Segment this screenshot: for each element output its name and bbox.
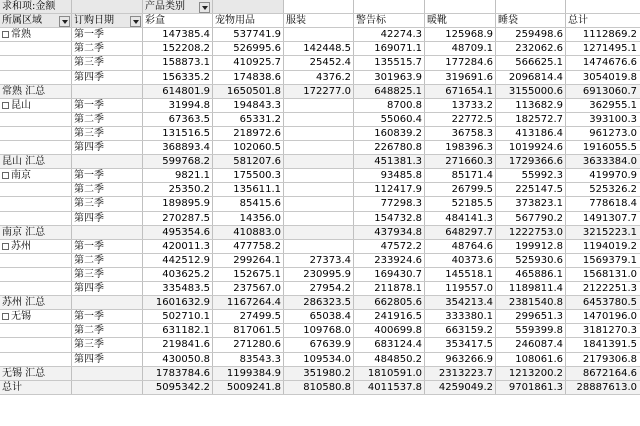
subtotal-cell[interactable]: 1810591.0 <box>354 367 425 381</box>
collapse-toggle-icon[interactable] <box>2 313 9 320</box>
value-cell[interactable] <box>284 212 354 226</box>
subtotal-cell[interactable]: 1650501.8 <box>213 85 284 99</box>
value-cell[interactable]: 169071.1 <box>374 43 422 55</box>
value-cell[interactable]: 631182.1 <box>162 325 210 337</box>
grid-line <box>0 267 640 268</box>
grid-line <box>0 27 640 28</box>
subtotal-cell[interactable]: 437934.8 <box>354 226 425 240</box>
value-cell[interactable]: 3054019.8 <box>582 71 637 83</box>
subtotal-cell[interactable]: 495354.6 <box>143 226 213 240</box>
grand-total-label[interactable]: 总计 <box>0 381 143 395</box>
value-cell[interactable]: 174838.6 <box>233 71 281 83</box>
subtotal-cell[interactable]: 648297.7 <box>425 226 496 240</box>
value-cell[interactable]: 26799.5 <box>451 184 493 196</box>
quarter-label[interactable]: 第三季 <box>74 339 104 351</box>
value-cell[interactable]: 410925.7 <box>233 57 281 69</box>
subtotal-cell[interactable]: 271660.3 <box>425 155 496 169</box>
grid-line <box>0 70 640 71</box>
value-cell[interactable]: 182572.7 <box>515 113 563 125</box>
row-field-region-button[interactable]: 所属区域 <box>0 14 72 28</box>
grid-line <box>0 84 640 85</box>
value-cell[interactable]: 368893.4 <box>162 142 210 153</box>
value-cell[interactable]: 400699.8 <box>374 325 422 337</box>
collapse-toggle-icon[interactable] <box>2 102 9 109</box>
grand-total-cell[interactable]: 4011537.8 <box>354 381 425 395</box>
value-cell[interactable]: 147385.4 <box>162 29 210 41</box>
subtotal-cell[interactable]: 3215223.1 <box>566 226 640 240</box>
value-cell[interactable]: 817061.5 <box>233 325 281 337</box>
quarter-label[interactable]: 第三季 <box>74 127 104 139</box>
value-cell[interactable]: 27499.5 <box>239 311 281 323</box>
subtotal-cell[interactable]: 6453780.5 <box>566 296 640 310</box>
grid-line <box>424 0 425 395</box>
grid-line <box>0 13 640 14</box>
value-cell[interactable]: 67363.5 <box>168 113 210 125</box>
value-cell[interactable]: 219841.6 <box>162 339 210 351</box>
value-cell[interactable]: 109534.0 <box>303 353 351 365</box>
value-cell[interactable]: 3181270.3 <box>582 325 637 337</box>
value-cell[interactable]: 27954.2 <box>309 283 351 294</box>
value-cell[interactable] <box>284 127 354 141</box>
value-cell[interactable]: 22772.5 <box>451 113 493 125</box>
value-cell[interactable]: 47572.2 <box>380 240 422 252</box>
value-cell[interactable] <box>284 197 354 211</box>
quarter-label[interactable]: 第四季 <box>74 353 104 365</box>
value-cell[interactable]: 31994.8 <box>168 99 210 111</box>
subtotal-label[interactable]: 苏州 汇总 <box>0 296 143 310</box>
value-cell[interactable]: 1194019.2 <box>582 240 637 252</box>
grand-total-cell[interactable]: 5009241.8 <box>213 381 284 395</box>
value-cell[interactable]: 152208.2 <box>162 43 210 55</box>
grid-line <box>0 41 640 42</box>
value-cell[interactable]: 199912.8 <box>515 240 563 252</box>
grid-line <box>0 168 640 169</box>
grid-line <box>0 337 640 338</box>
value-cell[interactable] <box>284 113 354 127</box>
quarter-label[interactable]: 第三季 <box>74 57 104 69</box>
value-cell[interactable] <box>284 240 354 254</box>
row-field-date-button[interactable]: 订购日期 <box>72 14 143 28</box>
grid-line <box>0 239 640 240</box>
value-cell[interactable]: 55992.3 <box>521 170 563 182</box>
value-cell[interactable]: 1569379.1 <box>582 254 637 266</box>
grid-line <box>0 366 640 367</box>
value-cell[interactable]: 77298.3 <box>380 198 422 210</box>
subtotal-label[interactable]: 无锡 汇总 <box>0 367 143 381</box>
value-cell[interactable]: 25350.2 <box>168 184 210 196</box>
value-cell[interactable]: 1568131.0 <box>582 268 637 280</box>
value-cell[interactable]: 198396.3 <box>445 142 493 153</box>
subtotal-cell[interactable]: 2313223.7 <box>425 367 496 381</box>
value-cell[interactable]: 125968.9 <box>445 29 493 41</box>
value-cell[interactable]: 1474676.6 <box>582 57 637 69</box>
column-header[interactable]: 暖靴 <box>425 14 496 28</box>
region-label[interactable]: 常熟 <box>0 28 72 42</box>
value-cell[interactable]: 36758.3 <box>451 127 493 139</box>
subtotal-cell[interactable]: 2381540.8 <box>496 296 566 310</box>
value-cell[interactable]: 160839.2 <box>374 127 422 139</box>
value-cell[interactable]: 13733.2 <box>451 99 493 111</box>
quarter-label[interactable]: 第三季 <box>74 268 104 280</box>
value-cell[interactable]: 226780.8 <box>374 142 422 153</box>
value-cell[interactable]: 230995.9 <box>303 268 351 280</box>
value-cell[interactable]: 237567.0 <box>233 283 281 294</box>
grid-line <box>0 394 640 395</box>
grid-line <box>0 309 640 310</box>
value-cell[interactable]: 1916055.5 <box>582 142 637 153</box>
grid-line <box>565 0 566 395</box>
column-header[interactable]: 宠物用品 <box>213 14 284 28</box>
grand-total-cell[interactable]: 9701861.3 <box>496 381 566 395</box>
quarter-label[interactable]: 第二季 <box>74 184 104 196</box>
subtotal-cell[interactable]: 172277.0 <box>284 85 354 99</box>
value-cell[interactable]: 477758.2 <box>233 240 281 252</box>
quarter-label[interactable]: 第四季 <box>74 71 104 83</box>
value-cell[interactable]: 246087.4 <box>515 339 563 351</box>
value-cell[interactable]: 403625.2 <box>162 268 210 280</box>
value-cell[interactable]: 189895.9 <box>162 198 210 210</box>
value-cell[interactable]: 526995.6 <box>233 43 281 55</box>
collapse-toggle-icon[interactable] <box>2 243 9 250</box>
value-cell[interactable]: 566625.1 <box>515 57 563 69</box>
value-cell[interactable]: 559399.8 <box>515 325 563 337</box>
value-cell[interactable]: 2096814.4 <box>508 71 563 83</box>
value-cell[interactable]: 353417.5 <box>445 339 493 351</box>
value-cell[interactable]: 1019924.6 <box>508 142 563 153</box>
subtotal-cell[interactable]: 6913060.7 <box>566 85 640 99</box>
quarter-label[interactable]: 第四季 <box>74 283 104 294</box>
value-cell[interactable] <box>284 183 354 197</box>
grid-line <box>0 55 640 56</box>
subtotal-cell[interactable]: 648825.1 <box>354 85 425 99</box>
value-cell[interactable]: 333380.1 <box>445 311 493 323</box>
subtotal-cell[interactable]: 3155000.6 <box>496 85 566 99</box>
quarter-label[interactable]: 第二季 <box>74 113 104 125</box>
value-cell[interactable]: 177284.6 <box>445 57 493 69</box>
subtotal-cell[interactable]: 1783784.6 <box>143 367 213 381</box>
value-cell[interactable]: 145518.1 <box>445 268 493 280</box>
value-cell[interactable]: 319691.6 <box>445 71 493 83</box>
value-cell[interactable]: 961273.0 <box>589 127 637 139</box>
grid-line <box>495 0 496 395</box>
grid-line <box>0 281 640 282</box>
subtotal-label[interactable]: 南京 汇总 <box>0 226 143 240</box>
quarter-label[interactable]: 第一季 <box>74 170 104 182</box>
value-cell[interactable]: 270287.5 <box>162 212 210 224</box>
grid-line <box>0 211 640 212</box>
value-cell[interactable]: 48709.1 <box>451 43 493 55</box>
subtotal-label[interactable]: 常熟 汇总 <box>0 85 143 99</box>
value-cell[interactable]: 102060.5 <box>233 142 281 153</box>
value-cell[interactable]: 502710.1 <box>162 311 210 323</box>
column-field-dropdown-icon[interactable] <box>199 2 210 13</box>
value-cell[interactable]: 67639.9 <box>309 339 351 351</box>
column-header[interactable]: 警告标 <box>354 14 425 28</box>
value-cell[interactable]: 1189811.4 <box>508 283 563 294</box>
subtotal-cell[interactable]: 614801.9 <box>143 85 213 99</box>
quarter-label[interactable]: 第二季 <box>74 254 104 266</box>
grand-total-cell[interactable]: 5095342.2 <box>143 381 213 395</box>
value-cell[interactable]: 175500.3 <box>233 170 281 182</box>
value-cell[interactable]: 301963.9 <box>374 71 422 83</box>
column-header[interactable]: 彩盒 <box>143 14 213 28</box>
value-cell[interactable]: 27373.4 <box>309 254 351 266</box>
value-cell[interactable]: 119557.0 <box>445 283 493 294</box>
quarter-label[interactable]: 第四季 <box>74 212 104 224</box>
grid-line <box>0 380 640 381</box>
value-cell[interactable]: 158873.1 <box>162 57 210 69</box>
value-cell[interactable]: 108061.6 <box>515 353 563 365</box>
value-cell[interactable]: 1112869.2 <box>582 29 637 41</box>
value-cell[interactable]: 362955.1 <box>589 99 637 111</box>
subtotal-cell[interactable]: 1199384.9 <box>213 367 284 381</box>
subtotal-cell[interactable]: 8672164.6 <box>566 367 640 381</box>
value-cell[interactable]: 299264.1 <box>233 254 281 266</box>
grid-line <box>0 98 640 99</box>
grid-line <box>0 253 640 254</box>
value-cell[interactable]: 135515.7 <box>374 57 422 69</box>
subtotal-cell[interactable]: 351980.2 <box>284 367 354 381</box>
value-cell[interactable]: 1841391.5 <box>582 339 637 351</box>
data-field-label: 求和项:金额 <box>0 0 143 14</box>
grid-line <box>142 0 143 395</box>
collapse-toggle-icon[interactable] <box>2 31 9 38</box>
value-cell[interactable]: 537741.9 <box>233 29 281 41</box>
value-cell[interactable] <box>284 169 354 183</box>
quarter-label[interactable]: 第二季 <box>74 325 104 337</box>
subtotal-cell[interactable]: 1167264.4 <box>213 296 284 310</box>
value-cell[interactable]: 442512.9 <box>162 254 210 266</box>
value-cell[interactable]: 52185.5 <box>451 198 493 210</box>
value-cell[interactable]: 465886.1 <box>515 268 563 280</box>
value-cell[interactable]: 152675.1 <box>233 268 281 280</box>
value-cell[interactable]: 14356.0 <box>239 212 281 224</box>
value-cell[interactable]: 85171.4 <box>451 170 493 182</box>
subtotal-cell[interactable]: 1729366.6 <box>496 155 566 169</box>
value-cell[interactable]: 420011.3 <box>162 240 210 252</box>
quarter-label[interactable]: 第四季 <box>74 142 104 153</box>
column-header[interactable]: 服装 <box>284 14 354 28</box>
value-cell[interactable]: 232062.6 <box>515 43 563 55</box>
value-cell[interactable]: 131516.5 <box>162 127 210 139</box>
grid-line <box>212 0 213 395</box>
subtotal-label[interactable]: 昆山 汇总 <box>0 155 143 169</box>
grid-line <box>0 295 640 296</box>
quarter-label[interactable]: 第一季 <box>74 311 104 323</box>
grand-total-cell[interactable]: 810580.8 <box>284 381 354 395</box>
subtotal-cell[interactable]: 451381.3 <box>354 155 425 169</box>
value-cell[interactable]: 413186.4 <box>515 127 563 139</box>
value-cell[interactable]: 42274.3 <box>380 29 422 41</box>
value-cell[interactable]: 65038.4 <box>309 311 351 323</box>
value-cell[interactable]: 373823.1 <box>515 198 563 210</box>
value-cell[interactable]: 484141.3 <box>445 212 493 224</box>
value-cell[interactable]: 135611.1 <box>233 184 281 196</box>
value-cell[interactable]: 8700.8 <box>387 99 422 111</box>
grid-line <box>0 323 640 324</box>
region-label[interactable]: 无锡 <box>0 310 72 324</box>
value-cell[interactable]: 963266.9 <box>445 353 493 365</box>
value-cell[interactable]: 169430.7 <box>374 268 422 280</box>
subtotal-cell[interactable]: 1222753.0 <box>496 226 566 240</box>
value-cell[interactable]: 1491307.7 <box>582 212 637 224</box>
grid-line <box>0 196 640 197</box>
value-cell[interactable]: 85415.6 <box>239 198 281 210</box>
value-cell[interactable]: 241916.5 <box>374 311 422 323</box>
quarter-label[interactable]: 第一季 <box>74 99 104 111</box>
grid-line <box>0 112 640 113</box>
value-cell[interactable]: 271280.6 <box>233 339 281 351</box>
grid-line <box>0 352 640 353</box>
value-cell[interactable]: 233924.6 <box>374 254 422 266</box>
subtotal-cell[interactable]: 286323.5 <box>284 296 354 310</box>
value-cell[interactable]: 9821.1 <box>175 170 210 182</box>
date-field-dropdown-icon[interactable] <box>130 16 141 27</box>
quarter-label[interactable]: 第一季 <box>74 240 104 252</box>
subtotal-cell[interactable]: 1601632.9 <box>143 296 213 310</box>
value-cell[interactable]: 194843.3 <box>233 99 281 111</box>
value-cell[interactable]: 112417.9 <box>374 184 422 196</box>
region-label[interactable]: 苏州 <box>0 240 72 254</box>
grid-line <box>71 0 72 395</box>
value-cell[interactable]: 93485.8 <box>380 170 422 182</box>
value-cell[interactable]: 525930.6 <box>515 254 563 266</box>
grid-line <box>0 140 640 141</box>
value-cell[interactable]: 211878.1 <box>374 283 422 294</box>
value-cell[interactable]: 4376.2 <box>316 71 351 83</box>
value-cell[interactable]: 25452.4 <box>309 57 351 69</box>
value-cell[interactable]: 142448.5 <box>303 43 351 55</box>
region-label[interactable]: 南京 <box>0 169 72 183</box>
subtotal-cell[interactable]: 3633384.0 <box>566 155 640 169</box>
value-cell[interactable]: 65331.2 <box>239 113 281 125</box>
subtotal-cell[interactable] <box>284 155 354 169</box>
quarter-label[interactable]: 第三季 <box>74 198 104 210</box>
value-cell[interactable]: 225147.5 <box>515 184 563 196</box>
quarter-label[interactable]: 第二季 <box>74 43 104 55</box>
value-cell[interactable]: 55060.4 <box>380 113 422 125</box>
value-cell[interactable]: 663159.2 <box>445 325 493 337</box>
grid-line <box>353 0 354 395</box>
value-cell[interactable]: 419970.9 <box>589 170 637 182</box>
subtotal-cell[interactable]: 581207.6 <box>213 155 284 169</box>
value-cell[interactable]: 393100.3 <box>589 113 637 125</box>
quarter-label[interactable]: 第一季 <box>74 29 104 41</box>
grid-line <box>0 154 640 155</box>
subtotal-cell[interactable]: 354213.4 <box>425 296 496 310</box>
grand-total-cell[interactable]: 4259049.2 <box>425 381 496 395</box>
value-cell[interactable] <box>284 141 354 155</box>
column-field-button[interactable]: 产品类别 <box>143 0 284 14</box>
region-field-dropdown-icon[interactable] <box>59 16 70 27</box>
region-label[interactable]: 昆山 <box>0 99 72 113</box>
value-cell[interactable]: 778618.4 <box>589 198 637 210</box>
value-cell[interactable]: 430050.8 <box>162 353 210 365</box>
value-cell[interactable]: 83543.3 <box>239 353 281 365</box>
value-cell[interactable]: 109768.0 <box>303 325 351 337</box>
grand-total-cell[interactable]: 28887613.0 <box>566 381 640 395</box>
grid-line <box>0 126 640 127</box>
subtotal-cell[interactable]: 599768.2 <box>143 155 213 169</box>
value-cell[interactable]: 1271495.1 <box>582 43 637 55</box>
value-cell[interactable]: 567790.2 <box>515 212 563 224</box>
grid-line <box>0 182 640 183</box>
column-header[interactable]: 睡袋 <box>496 14 566 28</box>
value-cell[interactable]: 484850.2 <box>374 353 422 365</box>
grid-line <box>283 0 284 395</box>
column-header[interactable]: 总计 <box>566 14 640 28</box>
value-cell[interactable]: 2179306.8 <box>582 353 637 365</box>
grid-line <box>0 225 640 226</box>
value-cell[interactable]: 1470196.0 <box>582 311 637 323</box>
value-cell[interactable]: 525326.2 <box>589 184 637 196</box>
subtotal-cell[interactable]: 1213200.2 <box>496 367 566 381</box>
value-cell[interactable]: 2122251.3 <box>582 283 637 294</box>
subtotal-cell[interactable] <box>284 226 354 240</box>
value-cell[interactable]: 683124.4 <box>374 339 422 351</box>
value-cell[interactable]: 113682.9 <box>515 99 563 111</box>
value-cell[interactable]: 335483.5 <box>162 283 210 294</box>
value-cell[interactable]: 218972.6 <box>233 127 281 139</box>
value-cell[interactable]: 299651.3 <box>515 311 563 323</box>
subtotal-cell[interactable]: 410883.0 <box>213 226 284 240</box>
value-cell[interactable] <box>284 28 354 42</box>
value-cell[interactable]: 154732.8 <box>374 212 422 224</box>
value-cell[interactable]: 259498.6 <box>515 29 563 41</box>
value-cell[interactable]: 40373.6 <box>451 254 493 266</box>
value-cell[interactable] <box>284 99 354 113</box>
value-cell[interactable]: 156335.2 <box>162 71 210 83</box>
collapse-toggle-icon[interactable] <box>2 172 9 179</box>
value-cell[interactable]: 48764.6 <box>451 240 493 252</box>
subtotal-cell[interactable]: 662805.6 <box>354 296 425 310</box>
subtotal-cell[interactable]: 671654.1 <box>425 85 496 99</box>
